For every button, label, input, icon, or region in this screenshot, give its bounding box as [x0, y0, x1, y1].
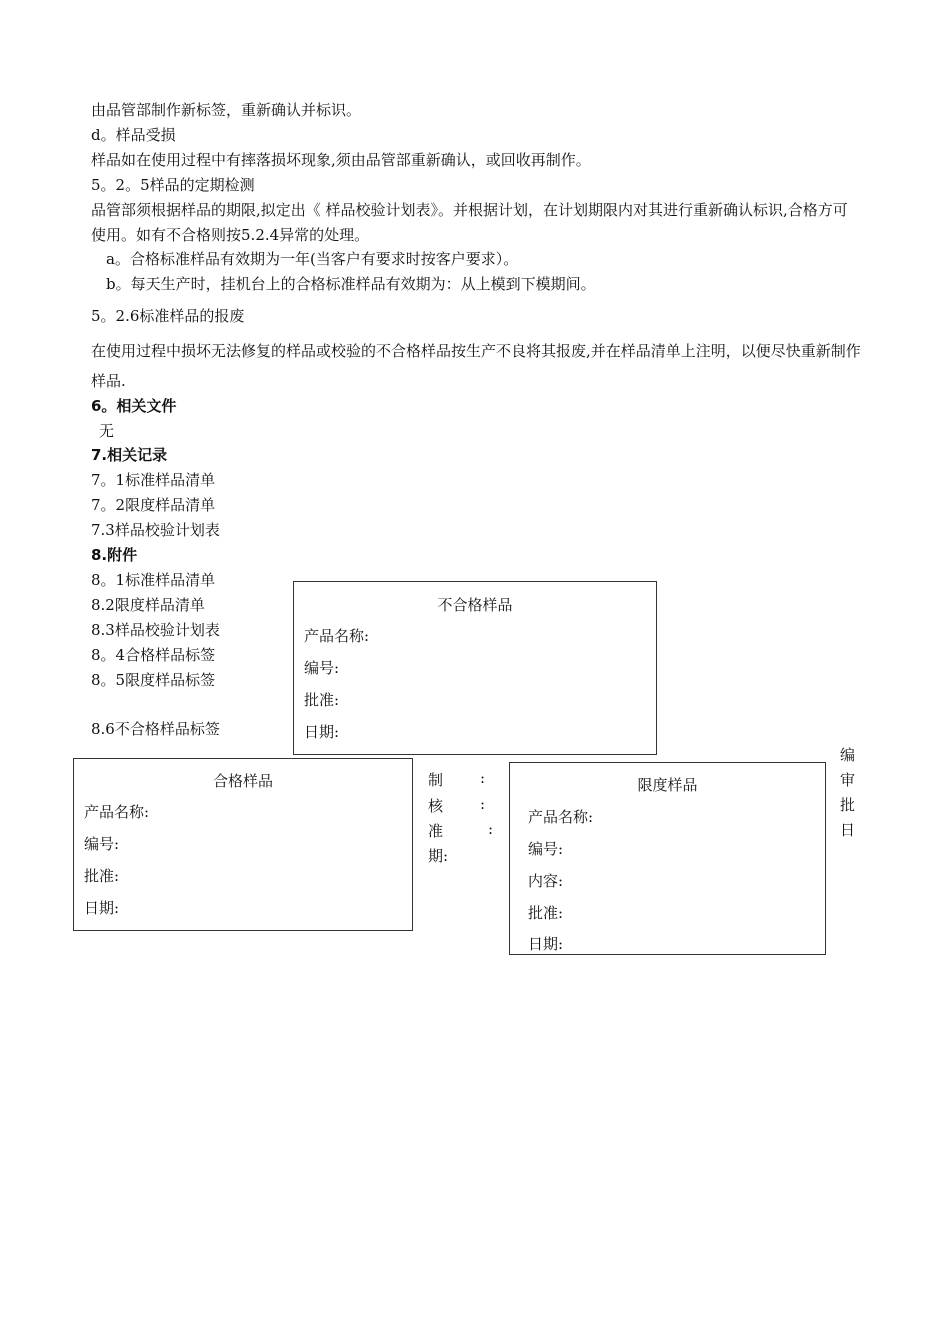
attachment-8-3: 8.3样品校验计划表: [91, 621, 220, 639]
item-validity-b: b。每天生产时，挂机台上的合格标准样品有效期为：从上模到下模期间。: [106, 275, 596, 293]
paragraph-damage: 样品如在使用过程中有摔落损坏现象,须由品管部重新确认，或回收再制作。: [91, 151, 591, 169]
signoff-right-date: 日: [840, 821, 856, 839]
signoff-right-review: 审: [840, 771, 856, 789]
record-7-3: 7.3样品校验计划表: [91, 521, 220, 539]
record-7-1: 7。1标准样品清单: [91, 471, 216, 489]
attachment-8-1: 8。1标准样品清单: [91, 571, 216, 589]
limit-label-title: 限度样品: [637, 776, 698, 794]
limit-approve: 批准:: [528, 904, 564, 922]
section-scrap: 5。2.6标准样品的报废: [91, 307, 245, 325]
paragraph-scrap: 在使用过程中损坏无法修复的样品或校验的不合格样品按生产不良将其报废,并在样品清单上注明，以便尽快重新制作样品.: [91, 342, 861, 390]
pass-approve: 批准:: [84, 867, 120, 885]
reject-product-name: 产品名称:: [304, 627, 370, 645]
record-7-2: 7。2限度样品清单: [91, 496, 216, 514]
limit-content: 内容:: [528, 872, 564, 890]
limit-sample-label: [509, 762, 826, 955]
reject-sample-label: [293, 581, 657, 755]
paragraph-plan: 品管部须根据样品的期限,拟定出《 样品校验计划表》。并根据计划，在计划期限内对其进行重新确认标识,合格方可使用。如有不合格则按5.2.4异常的处理。: [91, 201, 848, 244]
attachment-8-5: 8。5限度样品标签: [91, 671, 216, 689]
signoff-made: 制 :: [428, 769, 486, 789]
attachment-8-2: 8.2限度样品清单: [91, 596, 205, 614]
heading-attachments: 8.附件: [91, 546, 138, 564]
limit-date: 日期:: [528, 935, 564, 953]
attachment-8-6: 8.6不合格样品标签: [91, 720, 220, 738]
attachment-8-4: 8。4合格样品标签: [91, 646, 216, 664]
heading-related-docs: 6。相关文件: [91, 397, 177, 415]
reject-number: 编号:: [304, 659, 340, 677]
pass-date: 日期:: [84, 899, 120, 917]
paragraph-new-label: 由品管部制作新标签，重新确认并标识。: [91, 101, 362, 119]
item-sample-damaged: d。样品受损: [91, 126, 176, 144]
reject-approve: 批准:: [304, 691, 340, 709]
signoff-review: 核 :: [428, 795, 486, 815]
limit-number: 编号:: [528, 840, 564, 858]
pass-sample-label: [73, 758, 413, 931]
signoff-date: 期:: [428, 847, 449, 865]
pass-product-name: 产品名称:: [84, 803, 150, 821]
pass-number: 编号:: [84, 835, 120, 853]
reject-label-title: 不合格样品: [437, 596, 513, 614]
signoff-approve: 准 :: [428, 820, 494, 840]
text-none: 无: [99, 422, 115, 440]
limit-product-name: 产品名称:: [528, 808, 594, 826]
item-validity-a: a。合格标准样品有效期为一年(当客户有要求时按客户要求）。: [106, 250, 519, 268]
heading-related-records: 7.相关记录: [91, 446, 168, 464]
pass-label-title: 合格样品: [212, 772, 273, 790]
signoff-right-made: 编: [840, 746, 856, 764]
section-periodic-check: 5。2。5样品的定期检测: [91, 176, 255, 194]
signoff-right-approve: 批: [840, 796, 856, 814]
reject-date: 日期:: [304, 723, 340, 741]
